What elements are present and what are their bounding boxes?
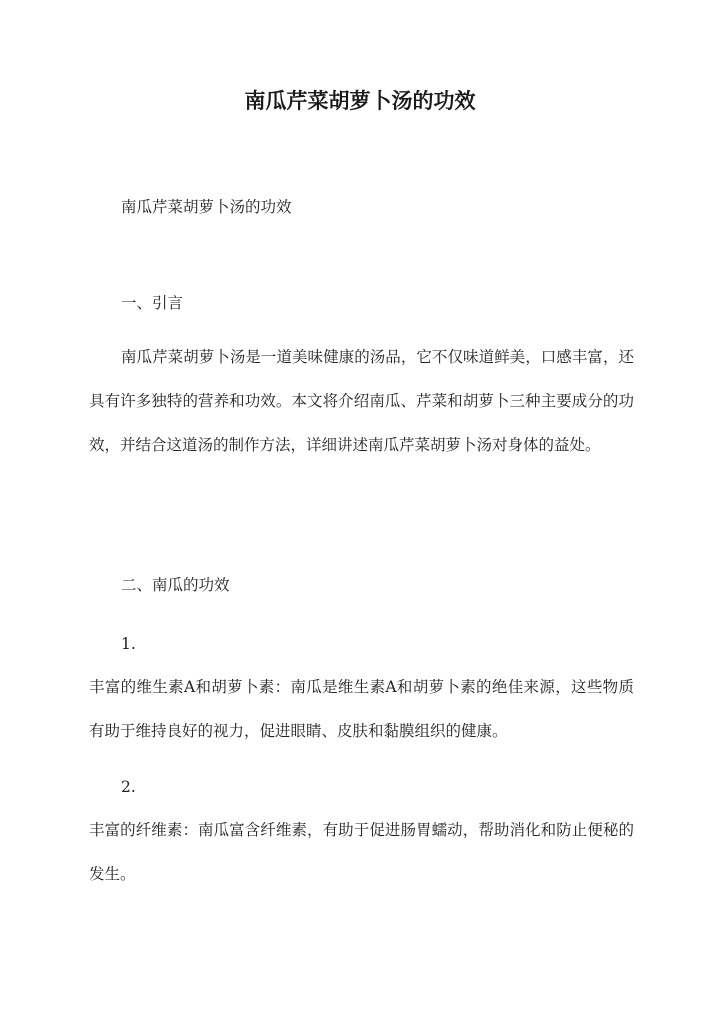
list-item-number-2: 2. [121,778,136,796]
list-item-number-1: 1. [121,635,136,653]
document-title: 南瓜芹菜胡萝卜汤的功效 [244,88,476,113]
list-item-text-1: 丰富的维生素A和胡萝卜素：南瓜是维生素A和胡萝卜素的绝佳来源，这些物质有助于维持良好的视力，促进眼睛、皮肤和黏膜组织的健康。 [89,678,634,740]
list-item-text-2: 丰富的纤维素：南瓜富含纤维素，有助于促进肠胃蠕动，帮助消化和防止便秘的发生。 [89,821,634,883]
section-heading-pumpkin: 二、南瓜的功效 [121,576,230,594]
intro-paragraph: 南瓜芹菜胡萝卜汤是一道美味健康的汤品，它不仅味道鲜美，口感丰富，还具有许多独特的营养和功效。本文将介绍南瓜、芹菜和胡萝卜三种主要成分的功效，并结合这道汤的制作方法，详细讲述南瓜芹菜胡萝卜汤对身体的益处。 [89,348,634,454]
document-subtitle: 南瓜芹菜胡萝卜汤的功效 [121,198,292,216]
section-heading-intro: 一、引言 [121,294,184,312]
